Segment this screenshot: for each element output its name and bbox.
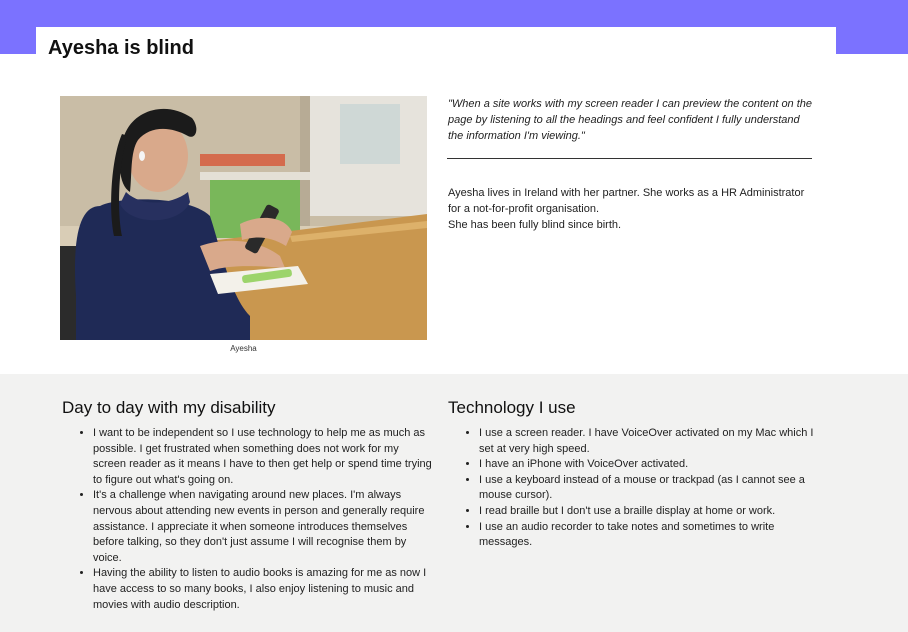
bio-paragraph: She has been fully blind since birth. [448, 219, 622, 231]
persona-photo [60, 96, 427, 340]
list-item: • I read braille but I don't use a braille display at home or work. [479, 504, 828, 520]
photo-caption: Ayesha [230, 344, 257, 353]
list-item: • I use an audio recorder to take notes and sometimes to write messages. [479, 520, 828, 551]
day-to-day-list [62, 426, 432, 613]
technology-list [448, 426, 828, 551]
day-to-day-section [62, 398, 432, 613]
list-item: • I have an iPhone with VoiceOver activated. [479, 457, 828, 473]
technology-heading: Technology I use [448, 398, 576, 417]
day-to-day-heading: Day to day with my disability [62, 398, 276, 417]
list-item: • I use a keyboard instead of a mouse or trackpad (as I cannot see a mouse cursor). [479, 473, 828, 504]
bio-paragraph: Ayesha lives in Ireland with her partner. She works as a HR Administrator for a not-for-profit organisation. [448, 187, 805, 215]
list-item: • It's a challenge when navigating around new places. I'm always nervous about attending new events in person and generally require assistance. I appreciate it when someone introduces themselves before talking, so they don't just assume I will recognise them by voice. [93, 488, 432, 566]
persona-bio [448, 185, 818, 233]
details-section [0, 374, 908, 632]
persona-quote: "When a site works with my screen reader I can preview the content on the page by listening to all the headings and feel confident I fully understand the information I'm viewing." [448, 98, 813, 142]
title-card [36, 27, 836, 75]
page-title: Ayesha is blind [48, 37, 194, 59]
quote-divider [447, 158, 812, 159]
technology-section [448, 398, 828, 551]
list-item: • I use a screen reader. I have VoiceOver activated on my Mac which I set at very high speed. [479, 426, 828, 457]
list-item: • Having the ability to listen to audio books is amazing for me as now I have access to so many books, I also enjoy listening to music and movies with audio description. [93, 566, 432, 613]
list-item: • I want to be independent so I use technology to help me as much as possible. I get frustrated when something does not work for my screen reader as it means I have to then get help or spend time trying to figure out what's going on. [93, 426, 432, 488]
persona-photo-illustration [60, 96, 427, 340]
